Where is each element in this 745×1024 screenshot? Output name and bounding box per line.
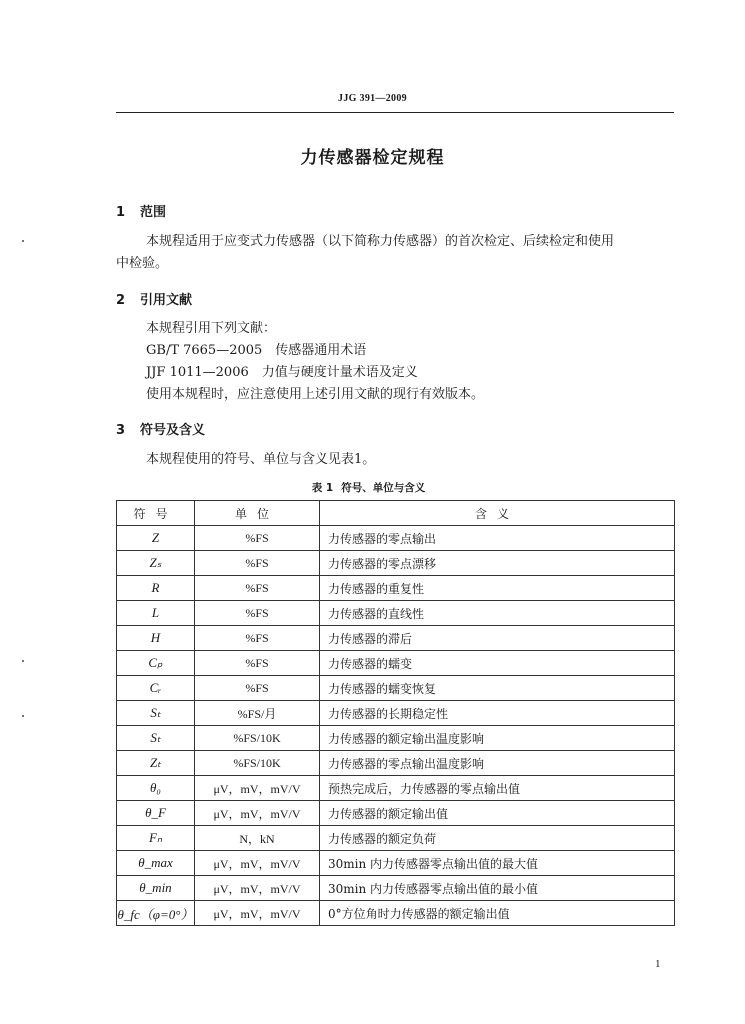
table-row xyxy=(117,726,675,751)
table-row xyxy=(117,601,675,626)
unit-cell: %FS xyxy=(195,676,320,701)
section-1-heading xyxy=(116,201,166,220)
unit-cell: %FS/10K xyxy=(195,751,320,776)
section-3-heading xyxy=(116,419,205,438)
table-row xyxy=(117,826,675,851)
table-row xyxy=(117,901,675,926)
meaning-cell: 力传感器的滞后 xyxy=(320,626,675,651)
unit-cell: μV，mV，mV/V xyxy=(195,776,320,801)
column-header-unit: 单位 xyxy=(195,501,320,526)
section-3-line-1: 本规程使用的符号、单位与含义见表1。 xyxy=(146,452,376,467)
section-1-line-2: 中检验。 xyxy=(116,256,169,271)
meaning-cell: 30min 内力传感器零点输出值的最大值 xyxy=(320,851,675,876)
symbol-cell: R xyxy=(117,576,195,601)
scan-speck xyxy=(22,240,24,242)
meaning-cell: 力传感器的额定输出温度影响 xyxy=(320,726,675,751)
page-title: 力传感器检定规程 xyxy=(300,148,445,168)
meaning-cell: 力传感器的额定输出值 xyxy=(320,801,675,826)
unit-cell: μV，mV，mV/V xyxy=(195,901,320,926)
column-header-symbol: 符号 xyxy=(117,501,195,526)
table-row xyxy=(117,751,675,776)
meaning-cell: 力传感器的蠕变 xyxy=(320,651,675,676)
meaning-cell: 预热完成后，力传感器的零点输出值 xyxy=(320,776,675,801)
meaning-cell: 力传感器的额定负荷 xyxy=(320,826,675,851)
symbol-table xyxy=(116,500,675,926)
symbol-cell: θ_max xyxy=(117,851,195,876)
section-2-heading xyxy=(116,289,192,308)
section-title: 引用文献 xyxy=(140,293,193,308)
document-code-header: JJG 391—2009 xyxy=(338,93,407,104)
unit-cell: %FS/月 xyxy=(195,701,320,726)
symbol-cell: Fₙ xyxy=(117,826,195,851)
unit-cell: μV，mV，mV/V xyxy=(195,851,320,876)
table-row xyxy=(117,676,675,701)
meaning-cell: 0°方位角时力传感器的额定输出值 xyxy=(320,901,675,926)
header-rule xyxy=(116,112,674,113)
table-caption-number: 表 1 xyxy=(311,482,334,494)
section-2-line-4: 使用本规程时，应注意使用上述引用文献的现行有效版本。 xyxy=(146,387,485,402)
table-row xyxy=(117,801,675,826)
unit-cell: μV，mV，mV/V xyxy=(195,801,320,826)
scan-speck xyxy=(22,660,24,662)
table-header-row xyxy=(117,501,675,526)
unit-cell: %FS xyxy=(195,626,320,651)
meaning-cell: 力传感器的零点输出 xyxy=(320,526,675,551)
column-header-meaning: 含义 xyxy=(320,501,675,526)
unit-cell: %FS xyxy=(195,601,320,626)
table-row xyxy=(117,851,675,876)
table-row xyxy=(117,776,675,801)
table-caption xyxy=(0,480,745,495)
section-number: 2 xyxy=(116,293,126,308)
symbol-cell: θ_fc（φ=0°） xyxy=(117,901,195,926)
meaning-cell: 力传感器的重复性 xyxy=(320,576,675,601)
section-title: 符号及含义 xyxy=(140,423,206,438)
symbol-cell: Zₛ xyxy=(117,551,195,576)
symbol-cell: Sₜ xyxy=(117,701,195,726)
symbol-cell: L xyxy=(117,601,195,626)
section-2-line-2: GB/T 7665—2005 传感器通用术语 xyxy=(146,343,367,358)
table-body xyxy=(117,526,675,926)
unit-cell: %FS xyxy=(195,651,320,676)
symbol-cell: Cᵣ xyxy=(117,676,195,701)
unit-cell: %FS/10K xyxy=(195,726,320,751)
meaning-cell: 力传感器的零点漂移 xyxy=(320,551,675,576)
table-row xyxy=(117,526,675,551)
section-number: 3 xyxy=(116,423,126,438)
table-row xyxy=(117,626,675,651)
meaning-cell: 力传感器的蠕变恢复 xyxy=(320,676,675,701)
symbol-cell: Cₚ xyxy=(117,651,195,676)
table-row xyxy=(117,876,675,901)
meaning-cell: 力传感器的长期稳定性 xyxy=(320,701,675,726)
symbol-cell: H xyxy=(117,626,195,651)
scan-speck xyxy=(22,715,24,717)
symbol-cell: θ_F xyxy=(117,801,195,826)
section-title: 范围 xyxy=(140,205,167,220)
meaning-cell: 力传感器的零点输出温度影响 xyxy=(320,751,675,776)
meaning-cell: 力传感器的直线性 xyxy=(320,601,675,626)
section-2-line-1: 本规程引用下列文献： xyxy=(146,321,277,336)
symbol-cell: θ₀ xyxy=(117,776,195,801)
table-row xyxy=(117,651,675,676)
page-number: 1 xyxy=(655,958,661,970)
symbol-cell: Sₜ xyxy=(117,726,195,751)
symbol-cell: θ_min xyxy=(117,876,195,901)
unit-cell: μV，mV，mV/V xyxy=(195,876,320,901)
unit-cell: N，kN xyxy=(195,826,320,851)
unit-cell: %FS xyxy=(195,526,320,551)
section-number: 1 xyxy=(116,205,126,220)
unit-cell: %FS xyxy=(195,576,320,601)
section-2-line-3: JJF 1011—2006 力值与硬度计量术语及定义 xyxy=(146,365,418,380)
symbol-cell: Zₜ xyxy=(117,751,195,776)
section-1-line-1: 本规程适用于应变式力传感器（以下简称力传感器）的首次检定、后续检定和使用 xyxy=(146,234,615,249)
meaning-cell: 30min 内力传感器零点输出值的最小值 xyxy=(320,876,675,901)
table-row xyxy=(117,576,675,601)
table-caption-text: 符号、单位与含义 xyxy=(341,482,426,494)
symbol-cell: Z xyxy=(117,526,195,551)
unit-cell: %FS xyxy=(195,551,320,576)
table-row xyxy=(117,551,675,576)
table-row xyxy=(117,701,675,726)
